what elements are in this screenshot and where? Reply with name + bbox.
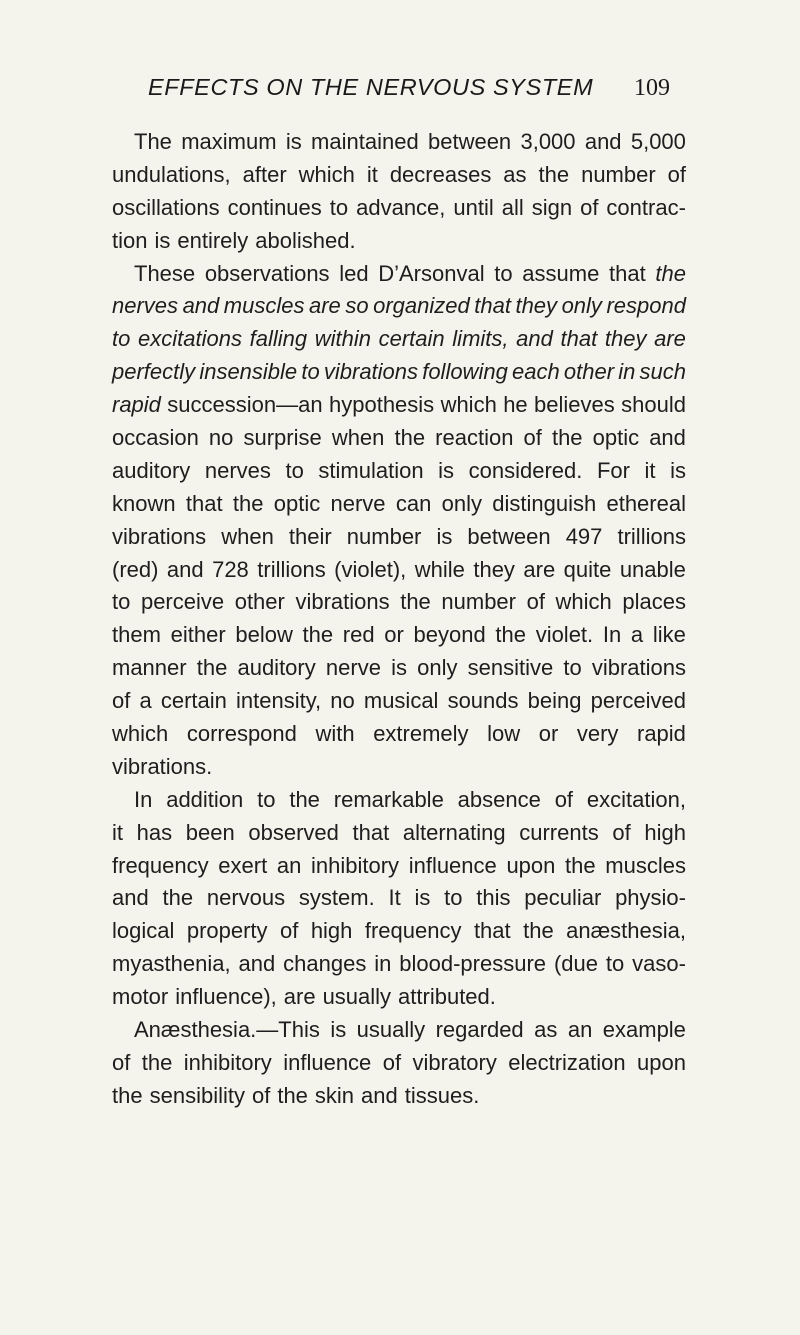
word: blood-pressure <box>399 951 547 977</box>
word: is <box>330 1017 347 1043</box>
word: oscillations <box>112 194 220 220</box>
word: musical <box>363 688 439 714</box>
word: the <box>551 425 583 451</box>
body-text <box>112 126 686 1113</box>
text-line <box>112 422 686 455</box>
word: to <box>112 326 131 352</box>
word: absence <box>457 786 541 812</box>
text-line <box>112 225 686 258</box>
word: which <box>298 161 355 187</box>
word: (violet), <box>334 556 407 582</box>
word: it <box>366 161 378 187</box>
word: succession <box>167 392 277 418</box>
word: low <box>487 721 521 747</box>
word: upon <box>637 1049 686 1075</box>
word: when <box>221 523 274 549</box>
word: Anæsthesia. <box>134 1017 257 1043</box>
word: of <box>382 1049 402 1075</box>
text-line <box>112 915 686 948</box>
word: property <box>186 918 268 944</box>
word: each <box>511 359 560 385</box>
word: and <box>584 129 622 154</box>
word: These <box>134 260 196 286</box>
word: in <box>374 951 392 977</box>
word: their <box>288 523 332 549</box>
word: only <box>561 293 602 319</box>
word: regarded <box>435 1017 524 1043</box>
word: the <box>495 622 526 648</box>
word: upon <box>506 852 556 878</box>
word-group <box>134 1014 320 1047</box>
word: which <box>112 721 169 747</box>
text-line <box>112 488 686 521</box>
word: between <box>427 129 512 154</box>
word: of <box>251 1082 271 1108</box>
word: the <box>394 425 426 451</box>
word: should <box>621 392 686 418</box>
word: are <box>309 293 341 319</box>
word: considered. <box>468 457 583 483</box>
text-line <box>112 1014 686 1047</box>
word: it <box>112 819 123 845</box>
word: to <box>444 885 463 911</box>
word: entirely <box>177 227 249 253</box>
word: example <box>602 1017 686 1043</box>
word: abolished. <box>255 227 356 253</box>
word: are <box>654 326 686 352</box>
word: with <box>315 721 355 747</box>
word: other <box>563 359 615 385</box>
word: rapid <box>112 392 161 418</box>
word: and <box>182 293 220 319</box>
word: certain <box>160 688 227 714</box>
word: and <box>649 425 686 451</box>
word: red <box>342 622 375 648</box>
word: when <box>331 425 385 451</box>
word: vibrations. <box>112 753 213 779</box>
text-line <box>112 323 686 356</box>
word: remarkable <box>333 786 444 812</box>
word: vibrations <box>323 359 419 385</box>
word: maintained <box>311 129 419 154</box>
word: is <box>285 129 302 154</box>
word: of <box>280 918 299 944</box>
text-line <box>112 784 686 817</box>
word: other <box>234 589 285 615</box>
word: that <box>608 260 646 286</box>
word: —an <box>276 392 323 418</box>
word: like <box>652 622 686 648</box>
word: or <box>538 721 559 747</box>
word: the <box>302 622 334 648</box>
text-line <box>112 192 686 225</box>
word: usually <box>322 984 392 1010</box>
word: that <box>560 326 598 352</box>
word: nerves <box>204 457 271 483</box>
word: (due <box>553 951 598 977</box>
word: respond <box>606 293 686 319</box>
word: optic <box>592 425 640 451</box>
text-line <box>112 389 686 422</box>
word: such <box>639 359 686 385</box>
text-line <box>112 981 686 1014</box>
word: can <box>395 490 432 516</box>
word: It <box>388 885 401 911</box>
word: vaso- <box>632 951 686 977</box>
word: between <box>467 523 551 549</box>
word: sensibility <box>149 1082 245 1108</box>
word: attributed. <box>398 984 496 1010</box>
word: to <box>285 457 304 483</box>
word: high <box>310 918 353 944</box>
word: to <box>605 951 625 977</box>
page-number: 109 <box>634 75 670 101</box>
word: vibrations <box>112 523 207 549</box>
word: continues <box>227 194 322 220</box>
word: number <box>441 589 516 615</box>
word: manner <box>112 655 187 681</box>
word: occasion <box>112 425 199 451</box>
word: D’Arsonval <box>378 260 485 286</box>
word: the <box>141 1049 173 1075</box>
word: the <box>162 885 194 911</box>
word: been <box>185 819 235 845</box>
word: a <box>630 622 644 648</box>
word: undulations, <box>112 161 231 187</box>
word: the <box>655 260 686 286</box>
word: that <box>473 918 511 944</box>
word: as <box>534 1017 558 1043</box>
word: nerve <box>330 490 386 516</box>
text-line <box>112 1047 686 1080</box>
word: decreases <box>389 161 492 187</box>
word: correspond <box>186 721 297 747</box>
word: the <box>565 852 596 878</box>
word: electrization <box>508 1049 626 1075</box>
word: tissues. <box>404 1082 480 1108</box>
word: perceived <box>590 688 686 714</box>
word: the <box>400 589 431 615</box>
word: all <box>501 194 524 220</box>
text-line <box>112 751 686 784</box>
word: as <box>503 161 527 187</box>
word: perceive <box>140 589 225 615</box>
word: and <box>238 951 276 977</box>
word: to <box>494 260 513 286</box>
word: he <box>503 392 528 418</box>
word: while <box>414 556 465 582</box>
word: rapid <box>637 721 686 747</box>
word: this <box>476 885 511 911</box>
word: assume <box>522 260 600 286</box>
word: vibrations <box>591 655 686 681</box>
word: vibratory <box>412 1049 497 1075</box>
text-line <box>112 652 686 685</box>
word: excitations <box>138 326 242 352</box>
word: 3,000 <box>520 129 576 154</box>
word: skin <box>314 1082 355 1108</box>
word: nervous <box>206 885 286 911</box>
word: changes <box>283 951 367 977</box>
word: usually <box>356 1017 426 1043</box>
word: logical <box>112 918 175 944</box>
word: unable <box>619 556 686 582</box>
word: an <box>276 852 302 878</box>
word: advance, <box>356 194 446 220</box>
word: In <box>602 622 622 648</box>
word: that <box>185 490 223 516</box>
word: influence), <box>175 984 277 1010</box>
word: of <box>112 1049 131 1075</box>
word: hypothesis <box>329 392 435 418</box>
word: number <box>346 523 422 549</box>
word: trillions <box>257 556 326 582</box>
word: muscles <box>605 852 686 878</box>
word: system. <box>298 885 375 911</box>
word: ethereal <box>606 490 686 516</box>
word: distinguish <box>492 490 597 516</box>
word: believes <box>534 392 615 418</box>
word: motor <box>112 984 169 1010</box>
word: is <box>391 655 407 681</box>
text-line <box>112 126 686 159</box>
word: surprise <box>243 425 322 451</box>
text-line <box>112 817 686 850</box>
word: and <box>516 326 553 352</box>
word: an <box>567 1017 593 1043</box>
text-line <box>112 718 686 751</box>
word: of <box>112 688 131 714</box>
word: sign <box>531 194 573 220</box>
word: of <box>580 194 599 220</box>
word: that <box>352 819 390 845</box>
text-line <box>112 521 686 554</box>
word: currents <box>519 819 599 845</box>
word: addition <box>166 786 244 812</box>
word: of <box>612 819 631 845</box>
word: beyond <box>413 622 486 648</box>
word: sensitive <box>467 655 554 681</box>
word: and <box>361 1082 398 1108</box>
word: following <box>422 359 508 385</box>
word: being <box>527 688 582 714</box>
word: below <box>235 622 293 648</box>
word: violet. <box>535 622 594 648</box>
word: stimulation <box>318 457 424 483</box>
text-line <box>112 1080 686 1113</box>
word: and <box>166 556 204 582</box>
word: —This <box>256 1017 320 1043</box>
word: organized <box>373 293 470 319</box>
text-line <box>112 554 686 587</box>
word: nerve <box>325 655 381 681</box>
word: inhibitory <box>183 1049 272 1075</box>
word: (red) <box>112 556 159 582</box>
word: high <box>644 819 686 845</box>
word: physio- <box>615 885 686 911</box>
word: of <box>554 786 574 812</box>
word: peculiar <box>524 885 602 911</box>
word: of <box>526 589 545 615</box>
word: they <box>515 293 558 319</box>
word: the <box>523 918 554 944</box>
word: intensity, <box>235 688 322 714</box>
word: to <box>329 194 349 220</box>
text-line <box>112 882 686 915</box>
text-line <box>112 948 686 981</box>
word: myasthenia, <box>112 951 231 977</box>
word: until <box>453 194 494 220</box>
word: 5,000 <box>630 129 686 154</box>
running-title: EFFECTS ON THE NERVOUS SYSTEM <box>148 74 594 100</box>
word: trillions <box>617 523 686 549</box>
word: contrac- <box>606 194 686 220</box>
word: so <box>345 293 369 319</box>
word: is <box>670 457 686 483</box>
word: exert <box>218 852 268 878</box>
word: observations <box>204 260 330 286</box>
word: vibrations <box>295 589 390 615</box>
word: very <box>576 721 619 747</box>
word: they <box>473 556 515 582</box>
text-line <box>112 850 686 883</box>
word: them <box>112 622 161 648</box>
word: is <box>414 885 431 911</box>
word: to <box>257 786 276 812</box>
word: For <box>596 457 630 483</box>
word: are <box>283 984 316 1010</box>
text-line <box>112 619 686 652</box>
word: excitation, <box>586 786 686 812</box>
text-line <box>112 356 686 389</box>
word: limits, <box>452 326 509 352</box>
word: quite <box>563 556 612 582</box>
word: anæsthesia, <box>566 918 686 944</box>
word: no <box>330 688 355 714</box>
word: number <box>581 161 656 187</box>
word: the <box>196 655 228 681</box>
word: are <box>523 556 556 582</box>
word: or <box>384 622 404 648</box>
text-line <box>112 159 686 192</box>
word: has <box>136 819 173 845</box>
word: nerves <box>112 293 179 319</box>
word: is <box>436 523 453 549</box>
word: only <box>417 655 458 681</box>
running-head <box>0 74 800 108</box>
word: auditory <box>112 457 191 483</box>
word: frequency <box>112 852 209 878</box>
word: within <box>314 326 371 352</box>
word: to <box>301 359 320 385</box>
word: insensible <box>199 359 298 385</box>
word: the <box>289 786 320 812</box>
word: muscles <box>223 293 305 319</box>
word-group <box>167 389 322 422</box>
word: influence <box>408 852 497 878</box>
word: 497 <box>565 523 603 549</box>
word: the <box>112 1082 143 1108</box>
word: influence <box>283 1049 372 1075</box>
word: reaction <box>435 425 514 451</box>
word: extremely <box>373 721 469 747</box>
word: auditory <box>237 655 316 681</box>
text-line <box>112 586 686 619</box>
word: frequency <box>364 918 462 944</box>
text-line <box>112 258 686 291</box>
word: maximum <box>181 129 277 154</box>
word: to <box>563 655 582 681</box>
word: which <box>555 589 612 615</box>
word: in <box>618 359 636 385</box>
word: alternating <box>402 819 506 845</box>
word: which <box>440 392 497 418</box>
word: places <box>622 589 686 615</box>
word: perfectly <box>112 359 196 385</box>
word: is <box>154 227 171 253</box>
word: sounds <box>447 688 519 714</box>
word: falling <box>249 326 308 352</box>
text-line <box>112 455 686 488</box>
word: tion <box>112 227 148 253</box>
word: known <box>112 490 176 516</box>
word: it <box>644 457 656 483</box>
word: is <box>438 457 455 483</box>
word: the <box>232 490 264 516</box>
word: of <box>667 161 686 187</box>
word: 728 <box>212 556 249 582</box>
word: observed <box>248 819 339 845</box>
word: led <box>339 260 369 286</box>
word: the <box>277 1082 308 1108</box>
word: optic <box>273 490 321 516</box>
word: after <box>242 161 287 187</box>
text-line <box>112 290 686 323</box>
word: to <box>112 589 131 615</box>
word: In <box>134 786 153 812</box>
word: no <box>208 425 234 451</box>
text-line <box>112 685 686 718</box>
word: The <box>134 129 172 154</box>
word: the <box>538 161 570 187</box>
word: that <box>474 293 511 319</box>
word: either <box>170 622 226 648</box>
word: of <box>523 425 542 451</box>
word: a <box>139 688 152 714</box>
word: and <box>112 885 149 911</box>
word: they <box>604 326 647 352</box>
word: inhibitory <box>311 852 400 878</box>
word: only <box>441 490 482 516</box>
word: certain <box>378 326 445 352</box>
